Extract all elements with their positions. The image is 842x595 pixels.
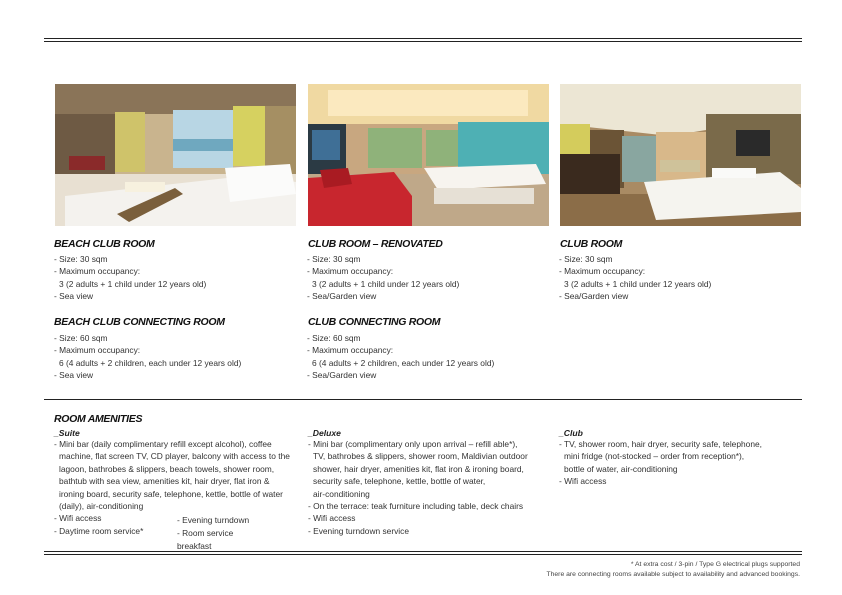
amenities-title: ROOM AMENITIES <box>54 413 143 425</box>
amenities-line: mini fridge (not-stocked – order from reception*), <box>564 451 745 462</box>
room-occupancy-detail: 3 (2 adults + 1 child under 12 years old) <box>312 278 460 289</box>
room-occupancy: - Maximum occupancy: <box>307 266 394 277</box>
room-title-beach-club: BEACH CLUB ROOM <box>54 238 155 250</box>
amenities-line: - TV, shower room, hair dryer, security safe, telephone, <box>559 439 762 449</box>
room-occupancy-detail: 3 (2 adults + 1 child under 12 years old) <box>59 278 207 289</box>
amenities-line: breakfast <box>177 540 212 551</box>
amenities-club <box>559 428 794 488</box>
amenities-line: - Daytime room service* <box>54 525 144 536</box>
room-specs-beach-club <box>54 253 206 303</box>
amenities-line: bottle of water, air-conditioning <box>564 463 678 474</box>
room-occupancy-detail: 3 (2 adults + 1 child under 12 years old) <box>564 278 712 289</box>
amenities-club-label: _Club <box>559 428 583 438</box>
amenities-deluxe <box>308 428 546 537</box>
room-title-club: CLUB ROOM <box>560 238 623 250</box>
amenities-line: - Wifi access <box>54 513 102 524</box>
room-size: - Size: 30 sqm <box>54 254 108 264</box>
room-title-club-renovated: CLUB ROOM – RENOVATED <box>308 238 443 250</box>
room-view: - Sea/Garden view <box>559 291 629 302</box>
room-occupancy: - Maximum occupancy: <box>307 345 394 356</box>
top-rule <box>44 38 802 39</box>
room-view: - Sea view <box>54 370 94 381</box>
amenities-line: bathtub with sea view, amenities kit, hair dryer, flat iron & <box>59 476 270 487</box>
bottom-rule-2 <box>44 554 802 555</box>
section-rule <box>44 399 802 400</box>
footnote-line: * At extra cost / 3-pin / Type G electrical plugs supported <box>630 561 800 568</box>
room-title-club-connecting: CLUB CONNECTING ROOM <box>308 316 441 328</box>
room-specs-club-renovated <box>307 253 459 303</box>
amenities-line: security safe, telephone, kettle, bottle of water, <box>313 476 486 487</box>
amenities-line: - Evening turndown <box>177 515 250 525</box>
top-rule-2 <box>44 41 802 42</box>
room-size: - Size: 30 sqm <box>559 254 613 264</box>
amenities-line: - Evening turndown service <box>308 525 410 536</box>
footnote-line: There are connecting rooms available subject to availability and advanced bookings. <box>546 571 800 578</box>
club-room-renovated-photo <box>308 84 549 226</box>
footnote <box>510 560 800 580</box>
amenities-line: machine, flat screen TV, CD player, balcony with access to the <box>59 451 290 462</box>
amenities-line: TV, bathrobes & slippers, shower room, Maldivian outdoor <box>313 451 528 462</box>
room-view: - Sea view <box>54 291 94 302</box>
amenities-line: lagoon, bathrobes & slippers, beach towels, shower room, <box>59 463 275 474</box>
room-title-beach-club-connecting: BEACH CLUB CONNECTING ROOM <box>54 316 225 328</box>
amenities-deluxe-label: _Deluxe <box>308 428 341 438</box>
amenities-line: - Mini bar (daily complimentary refill except alcohol), coffee <box>54 439 272 449</box>
room-specs-club <box>559 253 711 303</box>
amenities-line: - Room service <box>177 528 234 539</box>
amenities-line: - Wifi access <box>559 476 607 487</box>
room-size: - Size: 60 sqm <box>54 333 108 343</box>
amenities-line: - On the terrace: teak furniture including table, deck chairs <box>308 501 524 512</box>
room-occupancy: - Maximum occupancy: <box>559 266 646 277</box>
amenities-line: air-conditioning <box>313 488 370 499</box>
room-size: - Size: 30 sqm <box>307 254 361 264</box>
amenities-line: shower, hair dryer, amenities kit, flat iron & ironing board, <box>313 463 524 474</box>
amenities-line: ironing board, security safe, telephone, kettle, bottle of water <box>59 488 283 499</box>
amenities-suite-extra <box>177 514 287 552</box>
room-view: - Sea/Garden view <box>307 370 377 381</box>
room-specs-beach-club-connecting <box>54 332 241 382</box>
bottom-rule <box>44 551 802 552</box>
room-occupancy: - Maximum occupancy: <box>54 266 141 277</box>
amenities-line: - Wifi access <box>308 513 356 524</box>
amenities-suite-label: _Suite <box>54 428 80 438</box>
room-view: - Sea/Garden view <box>307 291 377 302</box>
room-specs-club-connecting <box>307 332 494 382</box>
amenities-line: (daily), air-conditioning <box>59 501 144 512</box>
beach-club-room-photo <box>55 84 296 226</box>
club-room-photo <box>560 84 801 226</box>
room-occupancy: - Maximum occupancy: <box>54 345 141 356</box>
room-occupancy-detail: 6 (4 adults + 2 children, each under 12 years old) <box>59 357 242 368</box>
room-occupancy-detail: 6 (4 adults + 2 children, each under 12 years old) <box>312 357 495 368</box>
amenities-line: - Mini bar (complimentary only upon arrival – refill able*), <box>308 439 518 449</box>
room-size: - Size: 60 sqm <box>307 333 361 343</box>
